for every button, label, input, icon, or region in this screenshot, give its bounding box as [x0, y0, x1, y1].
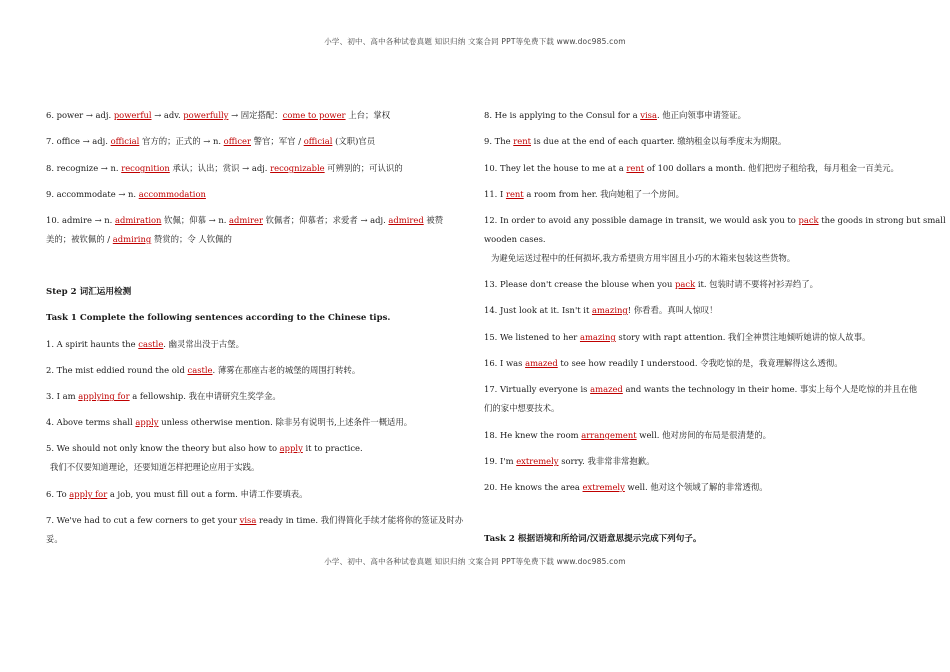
vocab-item-7: 7. office → adj. official 官方的；正式的 → n. officer 警官；军官 / official (文职)官员 — [46, 136, 376, 146]
sentence-7: 7. We've had to cut a few corners to get your visa ready in time. 我们得简化手续才能将你的签证及时办 — [46, 515, 464, 525]
page-header: 小学、初中、高中各种试卷真题 知识归纳 文案合同 PPT等免费下载 www.doc985.com — [324, 37, 626, 46]
task1-heading: Task 1 Complete the following sentences according to the Chinese tips. — [46, 313, 391, 323]
step-heading: Step 2 词汇运用检测 — [46, 287, 132, 297]
task2-heading: Task 2 根据语境和所给词/汉语意思提示完成下列句子。 — [484, 534, 702, 544]
sentence-18: 18. He knew the room arrangement well. 他对房间的布局是很清楚的。 — [484, 430, 771, 440]
sentence-20: 20. He knows the area extremely well. 他对这个领域了解的非常透彻。 — [484, 482, 768, 492]
sentence-8: 8. He is applying to the Consul for a visa. 他正向领事申请签证。 — [484, 110, 747, 120]
sentence-11: 11. I rent a room from her. 我向她租了一个房间。 — [484, 189, 684, 199]
sentence-14: 14. Just look at it. Isn't it amazing! 你看看。真叫人惊叹！ — [484, 305, 718, 315]
sentence-9: 9. The rent is due at the end of each quarter. 缴纳租金以每季度末为期限。 — [484, 136, 787, 146]
sentence-10: 10. They let the house to me at a rent of 100 dollars a month. 他们把房子租给我，每月租金一百美元。 — [484, 163, 899, 173]
page-footer: 小学、初中、高中各种试卷真题 知识归纳 文案合同 PPT等免费下载 www.doc985.com — [324, 557, 626, 566]
sentence-3: 3. I am applying for a fellowship. 我在申请研究生奖学金。 — [46, 391, 281, 401]
vocab-item-10: 10. admire → n. admiration 钦佩；仰慕 → n. admirer 钦佩者；仰慕者；求爱者 → adj. admired 被赞 — [46, 215, 444, 225]
vocab-item-6: 6. power → adj. powerful → adv. powerfully → 固定搭配：come to power 上台；掌权 — [46, 110, 391, 120]
vocab-item-9: 9. accommodate → n. accommodation — [46, 189, 206, 199]
sentence-16: 16. I was amazed to see how readily I understood. 令我吃惊的是，我竟理解得这么透彻。 — [484, 358, 843, 368]
sentence-12-cont: wooden cases. — [484, 234, 546, 244]
sentence-6: 6. To apply for a job, you must fill out a form. 申请工作要填表。 — [46, 489, 308, 499]
sentence-15: 15. We listened to her amazing story with rapt attention. 我们全神贯注地倾听她讲的惊人故事。 — [484, 332, 871, 342]
sentence-5-translation: 我们不仅要知道理论，还要知道怎样把理论应用于实践。 — [50, 462, 260, 472]
sentence-1: 1. A spirit haunts the castle. 幽灵常出没于古堡。 — [46, 339, 244, 349]
sentence-17: 17. Virtually everyone is amazed and wants the technology in their home. 事实上每个人是吃惊的并且在他 — [484, 384, 918, 394]
vocab-item-10-cont: 美的；被钦佩的 / admiring 赞赏的；令 人钦佩的 — [46, 234, 232, 244]
sentence-2: 2. The mist eddied round the old castle. 薄雾在那座古老的城堡的周围打转转。 — [46, 365, 361, 375]
sentence-13: 13. Please don't crease the blouse when you pack it. 包装时请不要将衬衫弄绉了。 — [484, 279, 819, 289]
sentence-19: 19. I'm extremely sorry. 我非常非常抱歉。 — [484, 456, 655, 466]
sentence-4: 4. Above terms shall apply unless otherwise mention. 除非另有说明书,上述条件一概适用。 — [46, 417, 413, 427]
sentence-5: 5. We should not only know the theory but also how to apply it to practice. — [46, 443, 363, 453]
sentence-7-cont: 妥。 — [46, 534, 63, 544]
vocab-item-8: 8. recognize → n. recognition 承认；认出；赏识 → adj. recognizable 可辨别的；可认识的 — [46, 163, 403, 173]
sentence-12: 12. In order to avoid any possible damage in transit, we would ask you to pack the goods in strong but small — [484, 215, 946, 225]
sentence-12-translation: 为避免运送过程中的任何损坏,我方希望贵方用牢固且小巧的木箱来包装这些货物。 — [491, 253, 796, 263]
sentence-17-cont: 们的家中想要技术。 — [484, 403, 560, 413]
